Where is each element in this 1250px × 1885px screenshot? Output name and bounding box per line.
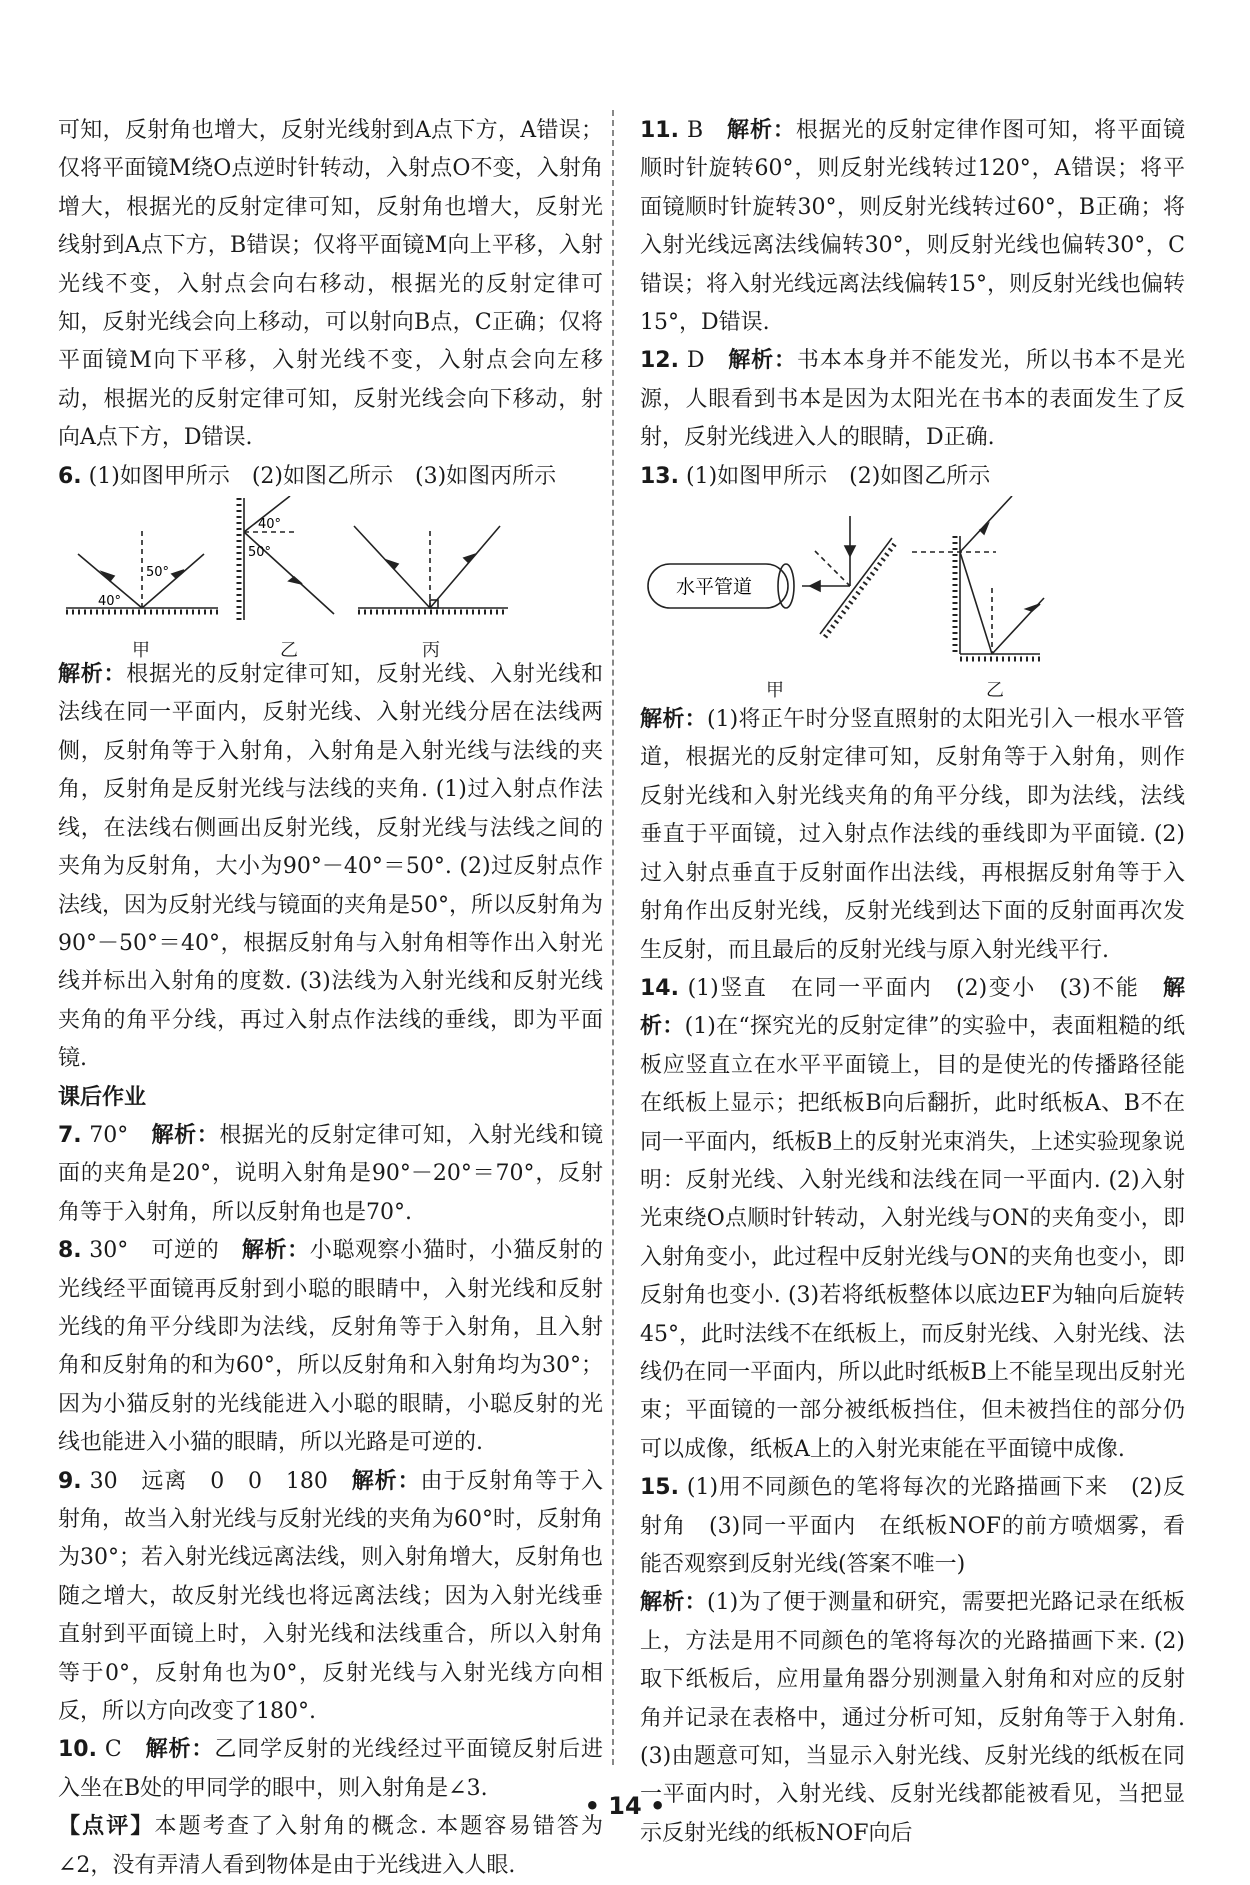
answer-text: (1)如图甲所示 (2)如图乙所示 xyxy=(685,463,991,489)
comment-label: 【点评】 xyxy=(58,1814,155,1840)
question-12: 12. D 解析：书本本身并不能发光，所以书本不是光源，人眼看到书本是因为太阳光在书本的表面发生了反射，反射光线进入人的眼睛，D正确. xyxy=(640,348,1185,451)
figure-13-diagrams xyxy=(640,496,1185,701)
analysis-label: 解析： xyxy=(145,1737,215,1763)
caption-yi: 乙 xyxy=(986,680,1004,702)
incident-ray-yi xyxy=(960,496,1012,552)
question-number: 15. xyxy=(640,1475,679,1501)
answer-text: (1)如图甲所示 (2)如图乙所示 (3)如图丙所示 xyxy=(88,463,557,489)
question-11: 11. B 解析：根据光的反射定律作图可知，将平面镜顺时针旋转60°，则反射光线转过120°，A错误；将平面镜顺时针旋转30°，则反射光线转过60°，B正确；将入射光线远离法线偏转30°，则反射光线也偏转30°，C错误；将入射光线远离法线偏转15°，则反射光线也偏转15°，D错误. xyxy=(640,118,1185,336)
analysis-label: 解析： xyxy=(351,1468,421,1494)
question-9: 9. 30 远离 0 0 180 解析：由于反射角等于入射角，故当入射光线与反射光线的夹角为60°时，反射角为30°；若入射光线远离法线，则入射角增大，反射角也随之增大，故反射光线也将远离法线；因为入射光线垂直射到平面镜上时，入射光线和法线重合，所以入射角等于0°，反射角也为0°，反射光线与入射光线方向相反，所以方向改变了180°. xyxy=(58,1468,603,1725)
arrow-jia-reflected xyxy=(810,581,820,591)
answer-text: 30° 可逆的 xyxy=(89,1238,220,1264)
question-13-analysis: 解析：(1)将正午时分竖直照射的太阳光引入一根水平管道，根据光的反射定律可知，反射角等于入射角，则作反射光线和入射光线夹角的角平分线，即为法线，法线垂直于平面镜，过入射点作法线的垂线即为平面镜. (2)过入射点垂直于反射面作出法线，再根据反射角等于入射角作出反射光线，反射光线到达下面的反射面再次发生反射，而且最后的反射光线与原入射光线平行. xyxy=(640,707,1185,963)
pipe-label: 水平管道 xyxy=(676,576,753,599)
answer-text: B xyxy=(686,118,704,143)
answer-text: D xyxy=(686,348,705,374)
angle-label: 40° xyxy=(98,594,122,610)
analysis-label: 解析： xyxy=(727,118,796,143)
arrow-bing-1 xyxy=(386,560,398,569)
question-number: 7. xyxy=(58,1122,82,1148)
question-13 xyxy=(640,458,1185,496)
pipe-end xyxy=(778,564,794,608)
question-number: 9. xyxy=(58,1468,82,1494)
question-10-comment: 【点评】本题考查了入射角的概念. 本题容易错答为∠2，没有弄清人看到物体是由于光线进入人眼. xyxy=(58,1814,603,1878)
figure-13 xyxy=(640,496,1185,701)
angle-label: 40° xyxy=(258,517,282,533)
analysis-label: 解析： xyxy=(640,707,708,733)
question-number: 10. xyxy=(58,1737,97,1763)
reflected-ray-jia xyxy=(142,554,204,608)
right-column xyxy=(640,112,1185,1853)
angle-label: 50° xyxy=(146,565,170,581)
caption-bing: 丙 xyxy=(422,640,440,662)
page-number: • 14 • xyxy=(584,1792,666,1820)
question-15-analysis: 解析：(1)为了便于测量和研究，需要把光路记录在纸板上，方法是用不同颜色的笔将每次的光路描画下来. (2)取下纸板后，应用量角器分别测量入射角和对应的反射角并记录在表格中，通过分析可知，反射角等于入射角. (3)由题意可知，当显示入射光线、反射光线的纸板在同一平面内时，入射光线、反射光线都能被看见，当把显示反射光线的纸板NOF向后 xyxy=(640,1590,1185,1846)
continued-analysis: 可知，反射角也增大，反射光线射到A点下方，A错误；仅将平面镜M绕O点逆时针转动，入射点O不变，入射角增大，根据光的反射定律可知，反射角也增大，反射光线射到A点下方，B错误；仅将平面镜M向上平移，入射光线不变，入射点会向右移动，根据光的反射定律可知，反射光线会向上移动，可以射向B点，C正确；仅将平面镜M向下平移，入射光线不变，入射点会向左移动，根据光的反射定律可知，反射光线会向下移动，射向A点下方，D错误. xyxy=(58,118,603,451)
arrow-bing-2 xyxy=(464,554,476,562)
question-number: 12. xyxy=(640,348,679,374)
question-number: 6. xyxy=(58,463,82,489)
arrow-yi xyxy=(289,577,302,584)
column-divider xyxy=(612,110,614,1765)
caption-jia: 甲 xyxy=(766,680,784,702)
answer-text: (1)竖直 在同一平面内 (2)变小 (3)不能 xyxy=(687,975,1140,1001)
question-8: 8. 30° 可逆的 解析：小聪观察小猫时，小猫反射的光线经平面镜再反射到小聪的眼睛中，入射光线和反射光线的角平分线即为法线，反射角等于入射角，且入射角和反射角的和为60°，所以反射角和入射角均为30°；因为小猫反射的光线能进入小聪的眼睛，小聪反射的光线也能进入小猫的眼睛，所以光路是可逆的. xyxy=(58,1238,603,1456)
analysis-label: 解析： xyxy=(241,1238,310,1264)
caption-yi: 乙 xyxy=(280,640,298,662)
question-15 xyxy=(640,1469,1185,1584)
question-number: 13. xyxy=(640,463,679,489)
angle-label: 50° xyxy=(248,545,272,561)
question-6 xyxy=(58,458,603,496)
answer-text: (1)用不同颜色的笔将每次的光路描画下来 (2)反射角 (3)同一平面内 在纸板NOF的前方喷烟雾，看能否观察到反射光线(答案不唯一) xyxy=(640,1475,1186,1577)
reflected-ray-yi-1 xyxy=(960,552,992,654)
answer-text: C xyxy=(104,1737,122,1763)
reflected-ray-bing xyxy=(430,526,500,608)
answer-text: 30 远离 0 0 180 xyxy=(89,1468,328,1494)
question-number: 11. xyxy=(640,118,679,143)
arrow-yi-final xyxy=(1026,604,1040,611)
analysis-label: 解析： xyxy=(58,662,127,688)
caption-jia: 甲 xyxy=(132,640,150,662)
analysis-label: 解析： xyxy=(640,975,1185,1040)
question-7: 7. 70° 解析：根据光的反射定律可知，入射光线和镜面的夹角是20°，说明入射角是90°－20°＝70°，反射角等于入射角，所以反射角也是70°. xyxy=(58,1122,603,1225)
mirror-hatch-jia xyxy=(825,541,897,637)
section-title: 课后作业 xyxy=(58,1084,147,1110)
question-10: 10. C 解析：乙同学反射的光线经过平面镜反射后进入坐在B处的甲同学的眼中，则入射角是∠3. xyxy=(58,1737,603,1801)
figure-6 xyxy=(58,496,603,662)
analysis-label: 解析： xyxy=(640,1590,708,1616)
left-column xyxy=(58,112,603,1885)
question-6-analysis: 解析：根据光的反射定律可知，反射光线、入射光线和法线在同一平面内，反射光线、入射光线分居在法线两侧，反射角等于入射角，入射角是入射光线与法线的夹角，反射角是反射光线与法线的夹角. (1)过入射点作法线，在法线右侧画出反射光线，反射光线与法线之间的夹角为反射角，大小为90°－40°＝50°. (2)过反射点作法线，因为反射光线与镜面的夹角是50°，所以反射角为90°－50°＝40°，根据反射角与入射角相等作出入射光线并标出入射角的度数. (3)法线为入射光线和反射光线夹角的角平分线，再过入射点作法线的垂线，即为平面镜. xyxy=(58,662,603,1072)
analysis-label: 解析： xyxy=(728,348,797,374)
question-number: 8. xyxy=(58,1238,82,1264)
arrow-jia-incident xyxy=(845,546,855,556)
answer-text: 70° xyxy=(89,1122,129,1148)
analysis-label: 解析： xyxy=(151,1122,220,1148)
question-14: 14. (1)竖直 在同一平面内 (2)变小 (3)不能 解析：(1)在“探究光的反射定律”的实验中，表面粗糙的纸板应竖直立在水平平面镜上，目的是使光的传播路径能在纸板上显示；把纸板B向后翻折，此时纸板A、B不在同一平面内，纸板B上的反射光束消失，上述实验现象说明：反射光线、入射光线和法线在同一平面内. (2)入射光束绕O点顺时针转动，入射光线与ON的夹角变小，即入射角变小，此过程中反射光线与ON的夹角也变小，即反射角也变小. (3)若将纸板整体以底边EF为轴向后旋转45°，此时法线不在纸板上，而反射光线、入射光线、法线仍在同一平面内，所以此时纸板B上不能呈现出反射光束；平面镜的一部分被纸板挡住，但未被挡住的部分仍可以成像，纸板A上的入射光束能在平面镜中成像. xyxy=(640,975,1185,1462)
question-number: 14. xyxy=(640,975,679,1001)
